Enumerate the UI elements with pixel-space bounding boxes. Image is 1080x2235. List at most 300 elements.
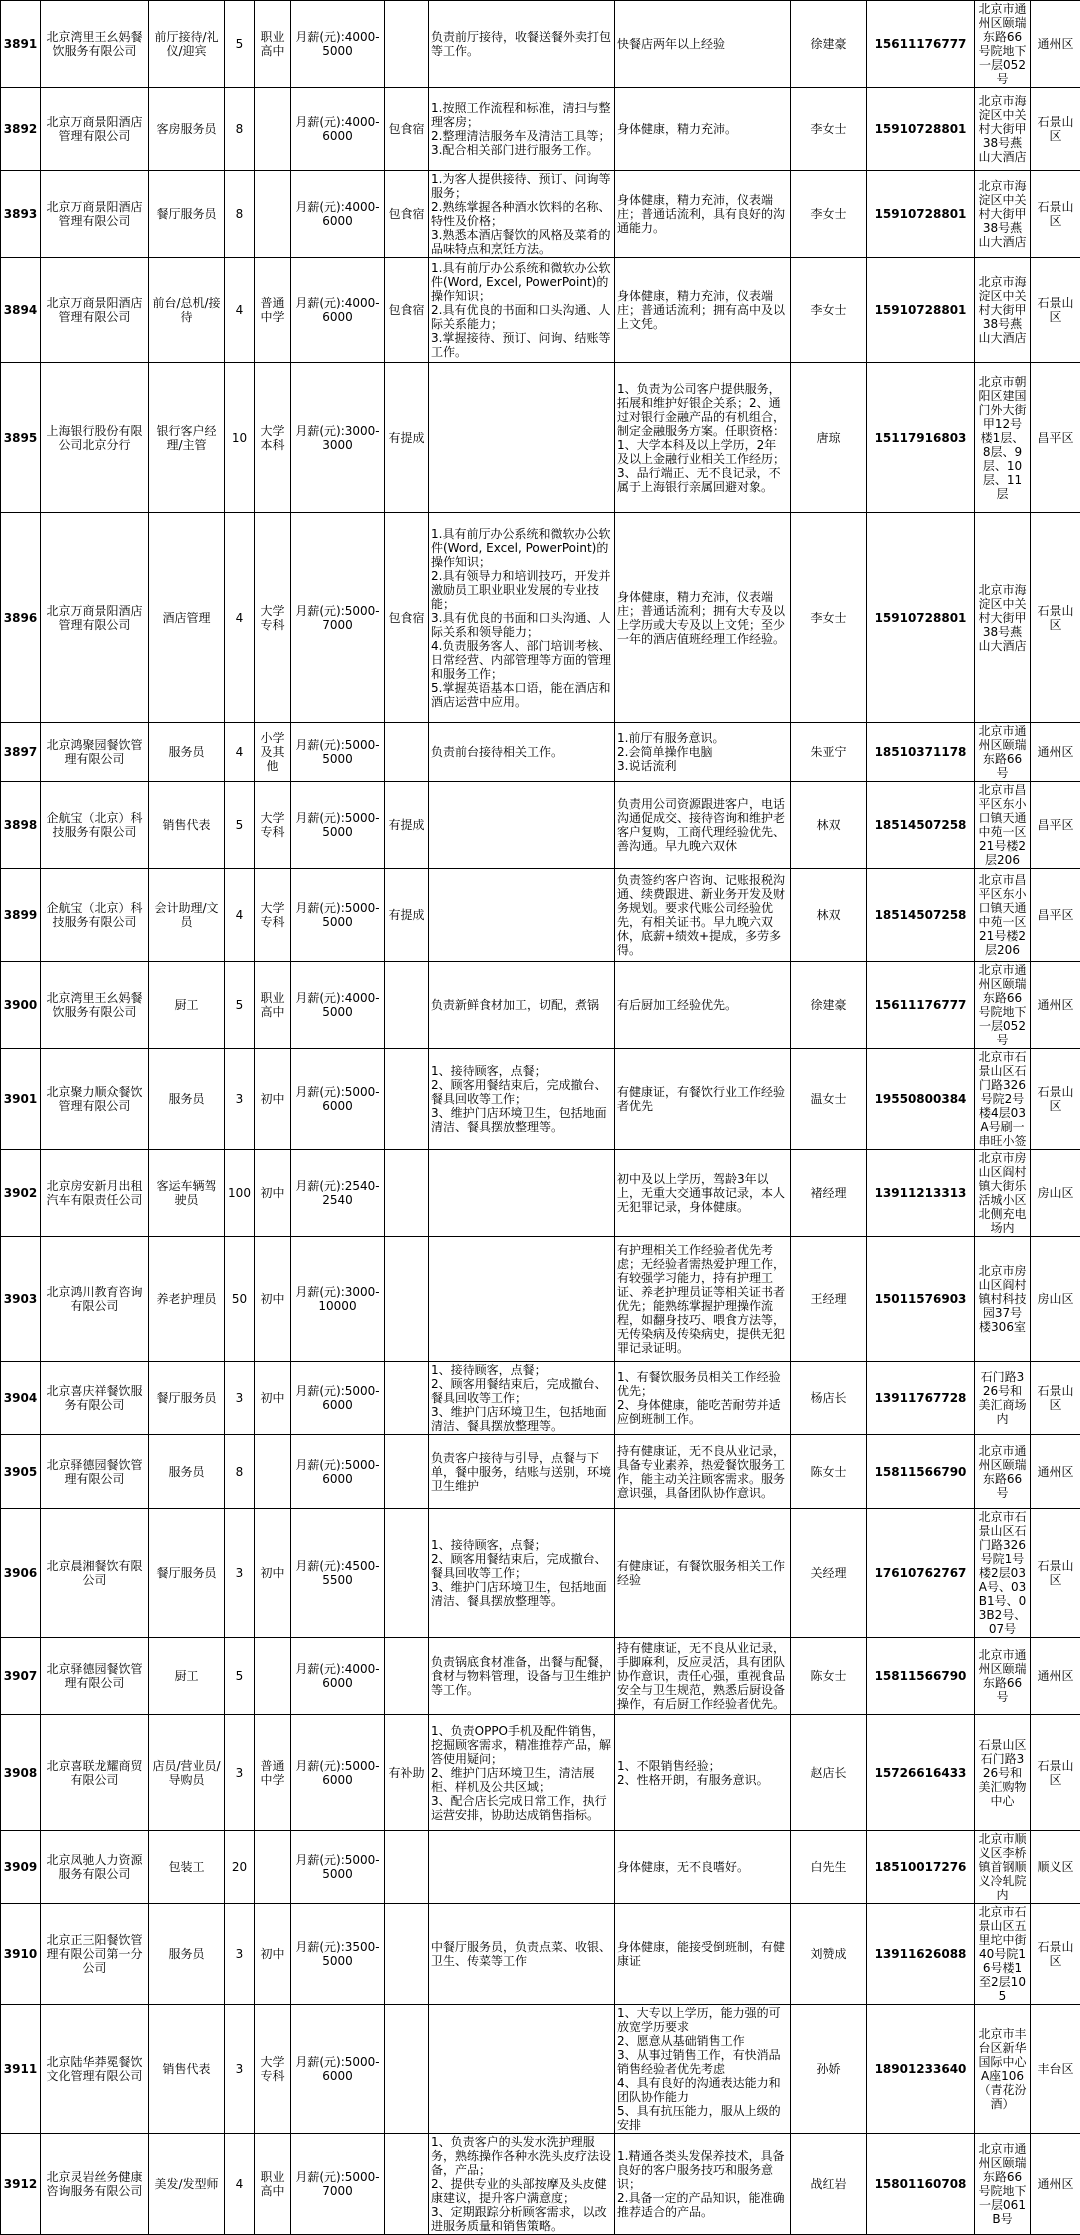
benefit-cell — [385, 723, 429, 782]
benefit-cell — [385, 1435, 429, 1509]
duties-cell: 负责前台接待相关工作。 — [429, 723, 615, 782]
phone-cell: 13911626088 — [867, 1904, 975, 2005]
requirements-cell: 有后厨加工经验优先。 — [615, 962, 791, 1049]
duties-cell — [429, 1831, 615, 1904]
company-cell: 北京房安新月出租汽车有限责任公司 — [41, 1150, 149, 1237]
district-cell: 石景山区 — [1031, 1509, 1080, 1638]
position-cell: 服务员 — [149, 1049, 225, 1150]
duties-cell: 负责客户接待与引导，点餐与下单，餐中服务，结账与送别，环境卫生维护 — [429, 1435, 615, 1509]
address-cell: 北京市石景山区石门路326号院1号楼2层03A号、03B1号、03B2号、07号 — [975, 1509, 1031, 1638]
salary-cell: 月薪(元):5000-6000 — [291, 1715, 385, 1831]
contact-cell: 林双 — [791, 782, 867, 869]
table-row — [1, 363, 1080, 513]
district-cell: 石景山区 — [1031, 513, 1080, 723]
duties-cell: 负责新鲜食材加工，切配，煮锅 — [429, 962, 615, 1049]
salary-cell: 月薪(元):5000-5000 — [291, 723, 385, 782]
id-cell: 3894 — [1, 258, 41, 363]
address-cell: 北京市昌平区东小口镇天通中苑一区21号楼2层206 — [975, 869, 1031, 962]
education-cell: 大学专科 — [255, 782, 291, 869]
table-row — [1, 962, 1080, 1049]
id-cell: 3904 — [1, 1362, 41, 1435]
district-cell: 房山区 — [1031, 1150, 1080, 1237]
table-row — [1, 782, 1080, 869]
address-cell: 北京市通州区颐瑞东路66号院地下一层061B号 — [975, 2134, 1031, 2235]
education-cell: 普通中学 — [255, 258, 291, 363]
phone-cell: 19550800384 — [867, 1049, 975, 1150]
address-cell: 北京市通州区颐瑞东路66号 — [975, 723, 1031, 782]
id-cell: 3895 — [1, 363, 41, 513]
company-cell: 北京喜庆祥餐饮服务有限公司 — [41, 1362, 149, 1435]
benefit-cell: 有补助 — [385, 1715, 429, 1831]
contact-cell: 李女士 — [791, 171, 867, 258]
company-cell: 企航宝（北京）科技服务有限公司 — [41, 869, 149, 962]
company-cell: 北京聚力顺众餐饮管理有限公司 — [41, 1049, 149, 1150]
benefit-cell: 有提成 — [385, 782, 429, 869]
address-cell: 北京市石景山区石门路326号院2号楼4层03A号刷一串旺小签 — [975, 1049, 1031, 1150]
duties-cell — [429, 1237, 615, 1362]
district-cell: 房山区 — [1031, 1237, 1080, 1362]
position-cell: 前厅接待/礼仪/迎宾 — [149, 1, 225, 88]
requirements-cell: 身体健康，精力充沛，仪表端庄；普通话流利；拥有高中及以上文凭。 — [615, 258, 791, 363]
duties-cell — [429, 782, 615, 869]
contact-cell: 孙娇 — [791, 2005, 867, 2134]
company-cell: 北京万商景阳酒店管理有限公司 — [41, 88, 149, 171]
company-cell: 北京鸿聚园餐饮管理有限公司 — [41, 723, 149, 782]
company-cell: 北京晨湘餐饮有限公司 — [41, 1509, 149, 1638]
contact-cell: 战红岩 — [791, 2134, 867, 2235]
count-cell: 4 — [225, 869, 255, 962]
company-cell: 北京陆华莽冕餐饮文化管理有限公司 — [41, 2005, 149, 2134]
id-cell: 3902 — [1, 1150, 41, 1237]
contact-cell: 白先生 — [791, 1831, 867, 1904]
district-cell: 石景山区 — [1031, 1362, 1080, 1435]
count-cell: 100 — [225, 1150, 255, 1237]
count-cell: 5 — [225, 962, 255, 1049]
benefit-cell — [385, 1, 429, 88]
requirements-cell: 快餐店两年以上经验 — [615, 1, 791, 88]
benefit-cell: 包食宿 — [385, 88, 429, 171]
duties-cell: 1、接待顾客，点餐； 2、顾客用餐结束后，完成撤台、餐具回收等工作； 3、维护门店环境卫生，包括地面清洁、餐具摆放整理等。 — [429, 1049, 615, 1150]
count-cell: 4 — [225, 513, 255, 723]
count-cell: 10 — [225, 363, 255, 513]
id-cell: 3899 — [1, 869, 41, 962]
phone-cell: 15910728801 — [867, 88, 975, 171]
salary-cell: 月薪(元):4500-5500 — [291, 1509, 385, 1638]
address-cell: 石景山区石门路326号和美汇购物中心 — [975, 1715, 1031, 1831]
education-cell: 小学及其他 — [255, 723, 291, 782]
benefit-cell — [385, 1362, 429, 1435]
position-cell: 包装工 — [149, 1831, 225, 1904]
benefit-cell — [385, 2005, 429, 2134]
table-row — [1, 258, 1080, 363]
education-cell: 初中 — [255, 1509, 291, 1638]
count-cell: 4 — [225, 258, 255, 363]
table-row — [1, 2134, 1080, 2235]
education-cell — [255, 88, 291, 171]
district-cell: 丰台区 — [1031, 2005, 1080, 2134]
requirements-cell: 1、不限销售经验； 2、性格开朗，有服务意识。 — [615, 1715, 791, 1831]
education-cell: 大学专科 — [255, 869, 291, 962]
education-cell: 职业高中 — [255, 2134, 291, 2235]
id-cell: 3901 — [1, 1049, 41, 1150]
salary-cell: 月薪(元):3000-10000 — [291, 1237, 385, 1362]
contact-cell: 唐琼 — [791, 363, 867, 513]
position-cell: 银行客户经理/主管 — [149, 363, 225, 513]
contact-cell: 温女士 — [791, 1049, 867, 1150]
id-cell: 3910 — [1, 1904, 41, 2005]
address-cell: 北京市顺义区李桥镇首钢顺义冷轧院内 — [975, 1831, 1031, 1904]
company-cell: 北京万商景阳酒店管理有限公司 — [41, 171, 149, 258]
position-cell: 客运车辆驾驶员 — [149, 1150, 225, 1237]
contact-cell: 王经理 — [791, 1237, 867, 1362]
address-cell: 北京市海淀区中关村大街甲38号燕山大酒店 — [975, 258, 1031, 363]
salary-cell: 月薪(元):4000-5000 — [291, 1, 385, 88]
requirements-cell: 身体健康，精力充沛，仪表端庄；普通话流利，具有良好的沟通能力。 — [615, 171, 791, 258]
phone-cell: 15117916803 — [867, 363, 975, 513]
address-cell: 北京市昌平区东小口镇天通中苑一区21号楼2层206 — [975, 782, 1031, 869]
contact-cell: 李女士 — [791, 258, 867, 363]
education-cell — [255, 1831, 291, 1904]
salary-cell: 月薪(元):5000-5000 — [291, 869, 385, 962]
position-cell: 会计助理/文员 — [149, 869, 225, 962]
phone-cell: 15910728801 — [867, 513, 975, 723]
id-cell: 3898 — [1, 782, 41, 869]
table-row — [1, 1715, 1080, 1831]
district-cell: 石景山区 — [1031, 88, 1080, 171]
position-cell: 销售代表 — [149, 2005, 225, 2134]
benefit-cell: 包食宿 — [385, 171, 429, 258]
table-row — [1, 1831, 1080, 1904]
district-cell: 通州区 — [1031, 962, 1080, 1049]
benefit-cell — [385, 962, 429, 1049]
salary-cell: 月薪(元):5000-6000 — [291, 1435, 385, 1509]
contact-cell: 关经理 — [791, 1509, 867, 1638]
salary-cell: 月薪(元):5000-6000 — [291, 1362, 385, 1435]
duties-cell: 中餐厅服务员，负责点菜、收银、卫生、传菜等工作 — [429, 1904, 615, 2005]
requirements-cell: 有健康证，有餐饮行业工作经验者优先 — [615, 1049, 791, 1150]
benefit-cell: 包食宿 — [385, 513, 429, 723]
contact-cell: 朱亚宁 — [791, 723, 867, 782]
requirements-cell: 负责用公司资源跟进客户，电话沟通促成交、接待咨询和维护老客户复购，工商代理经验优先、善沟通。早九晚六双休 — [615, 782, 791, 869]
phone-cell: 18901233640 — [867, 2005, 975, 2134]
position-cell: 厨工 — [149, 962, 225, 1049]
phone-cell: 15611176777 — [867, 962, 975, 1049]
position-cell: 服务员 — [149, 1435, 225, 1509]
address-cell: 北京市房山区阎村镇村科技园37号楼306室 — [975, 1237, 1031, 1362]
requirements-cell: 持有健康证，无不良从业记录，手脚麻利，反应灵活，具有团队协作意识，责任心强，重视食品安全与卫生规范，熟悉后厨设备操作，有后厨工作经验者优先。 — [615, 1638, 791, 1715]
id-cell: 3893 — [1, 171, 41, 258]
phone-cell: 15910728801 — [867, 258, 975, 363]
district-cell: 昌平区 — [1031, 782, 1080, 869]
count-cell: 8 — [225, 88, 255, 171]
duties-cell: 1、负责客户的头发水洗护理服务，熟练操作各种水洗头皮疗法设备，产品； 2、提供专业的头部按摩及头皮健康建议，提升客户满意度； 3、定期跟踪分析顾客需求，以改进服务质量和销售策略。 — [429, 2134, 615, 2235]
requirements-cell: 1、大专以上学历，能力强的可放宽学历要求 2、愿意从基础销售工作 3、从事过销售工作，有快消品销售经验者优先考虑 4、具有良好的沟通表达能力和团队协作能力 5、具有抗压能力，服从上级的安排 — [615, 2005, 791, 2134]
district-cell: 通州区 — [1031, 723, 1080, 782]
education-cell: 初中 — [255, 1904, 291, 2005]
id-cell: 3911 — [1, 2005, 41, 2134]
district-cell: 通州区 — [1031, 2134, 1080, 2235]
address-cell: 北京市房山区阎村镇大街乐活城小区北侧充电场内 — [975, 1150, 1031, 1237]
company-cell: 北京湾里王幺妈餐饮服务有限公司 — [41, 962, 149, 1049]
benefit-cell: 有提成 — [385, 363, 429, 513]
education-cell: 初中 — [255, 1362, 291, 1435]
count-cell: 3 — [225, 1362, 255, 1435]
address-cell: 北京市海淀区中关村大街甲38号燕山大酒店 — [975, 171, 1031, 258]
contact-cell: 褚经理 — [791, 1150, 867, 1237]
district-cell: 通州区 — [1031, 1, 1080, 88]
address-cell: 北京市海淀区中关村大街甲38号燕山大酒店 — [975, 513, 1031, 723]
phone-cell: 15611176777 — [867, 1, 975, 88]
salary-cell: 月薪(元):5000-5000 — [291, 782, 385, 869]
requirements-cell: 初中及以上学历，驾龄3年以上，无重大交通事故记录，本人无犯罪记录，身体健康。 — [615, 1150, 791, 1237]
table-row — [1, 1904, 1080, 2005]
position-cell: 客房服务员 — [149, 88, 225, 171]
requirements-cell: 有健康证，有餐饮服务相关工作经验 — [615, 1509, 791, 1638]
phone-cell: 15811566790 — [867, 1435, 975, 1509]
duties-cell: 1.为客人提供接待、预订、问询等服务； 2.熟练掌握各种酒水饮料的名称、特性及价格； 3.熟悉本酒店餐饮的风格及菜肴的品味特点和烹饪方法。 — [429, 171, 615, 258]
education-cell — [255, 1435, 291, 1509]
address-cell: 北京市朝阳区建国门外大街甲12号楼1层、8层、9层、10层、11层 — [975, 363, 1031, 513]
contact-cell: 徐建豪 — [791, 1, 867, 88]
salary-cell: 月薪(元):2540-2540 — [291, 1150, 385, 1237]
count-cell: 3 — [225, 1904, 255, 2005]
table-row — [1, 1237, 1080, 1362]
position-cell: 餐厅服务员 — [149, 1362, 225, 1435]
education-cell — [255, 1638, 291, 1715]
address-cell: 北京市石景山区五里坨中街40号院16号楼1至2层105 — [975, 1904, 1031, 2005]
benefit-cell: 有提成 — [385, 869, 429, 962]
company-cell: 上海银行股份有限公司北京分行 — [41, 363, 149, 513]
requirements-cell: 身体健康，精力充沛，仪表端庄；普通话流利；拥有大专及以上学历或大专及以上文凭；至少一年的酒店值班经理工作经验。 — [615, 513, 791, 723]
district-cell: 昌平区 — [1031, 363, 1080, 513]
salary-cell: 月薪(元):4000-5000 — [291, 962, 385, 1049]
id-cell: 3905 — [1, 1435, 41, 1509]
contact-cell: 刘赞成 — [791, 1904, 867, 2005]
requirements-cell: 1、有餐饮服务员相关工作经验优先； 2、身体健康，能吃苦耐劳并适应倒班制工作。 — [615, 1362, 791, 1435]
position-cell: 餐厅服务员 — [149, 171, 225, 258]
district-cell: 石景山区 — [1031, 1049, 1080, 1150]
id-cell: 3903 — [1, 1237, 41, 1362]
duties-cell — [429, 869, 615, 962]
benefit-cell — [385, 1237, 429, 1362]
benefit-cell: 包食宿 — [385, 258, 429, 363]
contact-cell: 李女士 — [791, 513, 867, 723]
salary-cell: 月薪(元):5000-6000 — [291, 2005, 385, 2134]
phone-cell: 15011576903 — [867, 1237, 975, 1362]
duties-cell: 1、接待顾客，点餐； 2、顾客用餐结束后，完成撤台、餐具回收等工作； 3、维护门店环境卫生，包括地面清洁、餐具摆放整理等。 — [429, 1362, 615, 1435]
table-row — [1, 1362, 1080, 1435]
duties-cell: 负责前厅接待，收餐送餐外卖打包等工作。 — [429, 1, 615, 88]
company-cell: 北京凤驰人力资源服务有限公司 — [41, 1831, 149, 1904]
requirements-cell: 负责签约客户咨询、记账报税沟通、续费跟进、新业务开发及财务规划。要求代账公司经验优先，有相关证书。早九晚六双休，底薪+绩效+提成，多劳多得。 — [615, 869, 791, 962]
count-cell: 3 — [225, 1049, 255, 1150]
address-cell: 北京市海淀区中关村大街甲38号燕山大酒店 — [975, 88, 1031, 171]
requirements-cell: 持有健康证，无不良从业记录，具备专业素养，热爱餐饮服务工作，能主动关注顾客需求。服务意识强，具备团队协作意识。 — [615, 1435, 791, 1509]
requirements-cell: 身体健康，能接受倒班制，有健康证 — [615, 1904, 791, 2005]
table-row — [1, 723, 1080, 782]
salary-cell: 月薪(元):5000-6000 — [291, 1049, 385, 1150]
duties-cell — [429, 1150, 615, 1237]
id-cell: 3896 — [1, 513, 41, 723]
salary-cell: 月薪(元):3000-3000 — [291, 363, 385, 513]
district-cell: 昌平区 — [1031, 869, 1080, 962]
count-cell: 5 — [225, 782, 255, 869]
id-cell: 3892 — [1, 88, 41, 171]
id-cell: 3900 — [1, 962, 41, 1049]
address-cell: 北京市通州区颐瑞东路66号 — [975, 1638, 1031, 1715]
phone-cell: 15811566790 — [867, 1638, 975, 1715]
contact-cell: 陈女士 — [791, 1638, 867, 1715]
position-cell: 服务员 — [149, 723, 225, 782]
benefit-cell — [385, 1904, 429, 2005]
contact-cell: 徐建豪 — [791, 962, 867, 1049]
phone-cell: 15726616433 — [867, 1715, 975, 1831]
phone-cell: 13911767728 — [867, 1362, 975, 1435]
education-cell — [255, 171, 291, 258]
district-cell: 顺义区 — [1031, 1831, 1080, 1904]
contact-cell: 陈女士 — [791, 1435, 867, 1509]
benefit-cell — [385, 1509, 429, 1638]
duties-cell: 负责锅底食材准备，出餐与配餐，食材与物料管理，设备与卫生维护等工作。 — [429, 1638, 615, 1715]
table-row — [1, 869, 1080, 962]
requirements-cell: 有护理相关工作经验者优先考虑；无经验者需热爱护理工作，有较强学习能力，持有护理工证、养老护理员证等相关证书者优先；能熟练掌握护理操作流程，如翻身技巧、喂食方法等，无传染病及传染病史，提供无犯罪记录证明。 — [615, 1237, 791, 1362]
duties-cell: 1.具有前厅办公系统和微软办公软件(Word, Excel, PowerPoint)的操作知识； 2.具有优良的书面和口头沟通、人际关系能力； 3.掌握接待、预订、问询、结账等工作。 — [429, 258, 615, 363]
phone-cell: 13911213313 — [867, 1150, 975, 1237]
benefit-cell — [385, 1831, 429, 1904]
salary-cell: 月薪(元):4000-6000 — [291, 88, 385, 171]
count-cell: 4 — [225, 723, 255, 782]
requirements-cell: 1、负责为公司客户提供服务，拓展和维护好银企关系；2、通过对银行金融产品的有机组合，制定金融服务方案。任职资格：1、大学本科及以上学历，2年及以上金融行业相关工作经历；3、品行端正、无不良记录，不属于上海银行亲属回避对象。 — [615, 363, 791, 513]
company-cell: 企航宝（北京）科技服务有限公司 — [41, 782, 149, 869]
position-cell: 前台/总机/接待 — [149, 258, 225, 363]
company-cell: 北京万商景阳酒店管理有限公司 — [41, 513, 149, 723]
company-cell: 北京湾里王幺妈餐饮服务有限公司 — [41, 1, 149, 88]
count-cell: 3 — [225, 1715, 255, 1831]
education-cell: 初中 — [255, 1237, 291, 1362]
education-cell: 大学专科 — [255, 513, 291, 723]
count-cell: 8 — [225, 171, 255, 258]
duties-cell: 1.按照工作流程和标准，清扫与整理客房； 2.整理清洁服务车及清洁工具等； 3.配合相关部门进行服务工作。 — [429, 88, 615, 171]
phone-cell: 15910728801 — [867, 171, 975, 258]
education-cell: 初中 — [255, 1049, 291, 1150]
phone-cell: 18514507258 — [867, 782, 975, 869]
position-cell: 美发/发型师 — [149, 2134, 225, 2235]
phone-cell: 17610762767 — [867, 1509, 975, 1638]
education-cell: 普通中学 — [255, 1715, 291, 1831]
id-cell: 3907 — [1, 1638, 41, 1715]
address-cell: 北京市通州区颐瑞东路66号院地下一层052号 — [975, 1, 1031, 88]
company-cell: 北京喜联龙耀商贸有限公司 — [41, 1715, 149, 1831]
table-row — [1, 1150, 1080, 1237]
position-cell: 酒店管理 — [149, 513, 225, 723]
education-cell: 大学专科 — [255, 2005, 291, 2134]
address-cell: 北京市丰台区新华国际中心A座106（青花汾酒） — [975, 2005, 1031, 2134]
phone-cell: 18510017276 — [867, 1831, 975, 1904]
requirements-cell: 1.精通各类头发保养技术，具备良好的客户服务技巧和服务意识； 2.具备一定的产品知识，能准确推荐适合的产品。 — [615, 2134, 791, 2235]
district-cell: 通州区 — [1031, 1638, 1080, 1715]
benefit-cell — [385, 1638, 429, 1715]
count-cell: 4 — [225, 2134, 255, 2235]
id-cell: 3906 — [1, 1509, 41, 1638]
duties-cell: 1、接待顾客，点餐； 2、顾客用餐结束后，完成撤台、餐具回收等工作； 3、维护门店环境卫生，包括地面清洁、餐具摆放整理等。 — [429, 1509, 615, 1638]
id-cell: 3912 — [1, 2134, 41, 2235]
position-cell: 服务员 — [149, 1904, 225, 2005]
company-cell: 北京万商景阳酒店管理有限公司 — [41, 258, 149, 363]
table-row — [1, 171, 1080, 258]
position-cell: 销售代表 — [149, 782, 225, 869]
requirements-cell: 1.前厅有服务意识。 2.会简单操作电脑 3.说话流利 — [615, 723, 791, 782]
phone-cell: 18510371178 — [867, 723, 975, 782]
salary-cell: 月薪(元):4000-6000 — [291, 1638, 385, 1715]
address-cell: 石门路326号和美汇商场内 — [975, 1362, 1031, 1435]
count-cell: 3 — [225, 2005, 255, 2134]
salary-cell: 月薪(元):5000-5000 — [291, 1831, 385, 1904]
count-cell: 20 — [225, 1831, 255, 1904]
salary-cell: 月薪(元):5000-7000 — [291, 513, 385, 723]
count-cell: 5 — [225, 1638, 255, 1715]
position-cell: 厨工 — [149, 1638, 225, 1715]
id-cell: 3909 — [1, 1831, 41, 1904]
requirements-cell: 身体健康，无不良嗜好。 — [615, 1831, 791, 1904]
table-row — [1, 2005, 1080, 2134]
position-cell: 养老护理员 — [149, 1237, 225, 1362]
salary-cell: 月薪(元):5000-7000 — [291, 2134, 385, 2235]
contact-cell: 杨店长 — [791, 1362, 867, 1435]
count-cell: 50 — [225, 1237, 255, 1362]
company-cell: 北京正三阳餐饮管理有限公司第一分公司 — [41, 1904, 149, 2005]
company-cell: 北京驿德园餐饮管理有限公司 — [41, 1638, 149, 1715]
table-row — [1, 1049, 1080, 1150]
table-row — [1, 1435, 1080, 1509]
table-row — [1, 88, 1080, 171]
company-cell: 北京驿德园餐饮管理有限公司 — [41, 1435, 149, 1509]
duties-cell — [429, 363, 615, 513]
contact-cell: 李女士 — [791, 88, 867, 171]
education-cell: 职业高中 — [255, 1, 291, 88]
district-cell: 石景山区 — [1031, 1904, 1080, 2005]
district-cell: 石景山区 — [1031, 1715, 1080, 1831]
company-cell: 北京鸿川教育咨询有限公司 — [41, 1237, 149, 1362]
salary-cell: 月薪(元):4000-6000 — [291, 258, 385, 363]
education-cell: 初中 — [255, 1150, 291, 1237]
company-cell: 北京灵岩丝务健康咨询服务有限公司 — [41, 2134, 149, 2235]
id-cell: 3897 — [1, 723, 41, 782]
table-row — [1, 1638, 1080, 1715]
benefit-cell — [385, 1150, 429, 1237]
table-row — [1, 1509, 1080, 1638]
education-cell: 职业高中 — [255, 962, 291, 1049]
table-row — [1, 513, 1080, 723]
address-cell: 北京市通州区颐瑞东路66号 — [975, 1435, 1031, 1509]
id-cell: 3908 — [1, 1715, 41, 1831]
district-cell: 石景山区 — [1031, 258, 1080, 363]
count-cell: 3 — [225, 1509, 255, 1638]
requirements-cell: 身体健康，精力充沛。 — [615, 88, 791, 171]
district-cell: 石景山区 — [1031, 171, 1080, 258]
contact-cell: 赵店长 — [791, 1715, 867, 1831]
table-row — [1, 1, 1080, 88]
position-cell: 店员/营业员/导购员 — [149, 1715, 225, 1831]
benefit-cell — [385, 1049, 429, 1150]
position-cell: 餐厅服务员 — [149, 1509, 225, 1638]
count-cell: 8 — [225, 1435, 255, 1509]
address-cell: 北京市通州区颐瑞东路66号院地下一层052号 — [975, 962, 1031, 1049]
duties-cell: 1.具有前厅办公系统和微软办公软件(Word, Excel, PowerPoint)的操作知识； 2.具有领导力和培训技巧，开发并激励员工职业职业发展的专业技能； 3.具有优良的书面和口头沟通、人际关系和领导能力； 4.负责服务客人、部门培训考核、日常经营、内部管理等方面的管理和服务工作； 5.掌握英语基本口语，能在酒店和酒店运营中应用。 — [429, 513, 615, 723]
benefit-cell — [385, 2134, 429, 2235]
education-cell: 大学本科 — [255, 363, 291, 513]
contact-cell: 林双 — [791, 869, 867, 962]
phone-cell: 18514507258 — [867, 869, 975, 962]
